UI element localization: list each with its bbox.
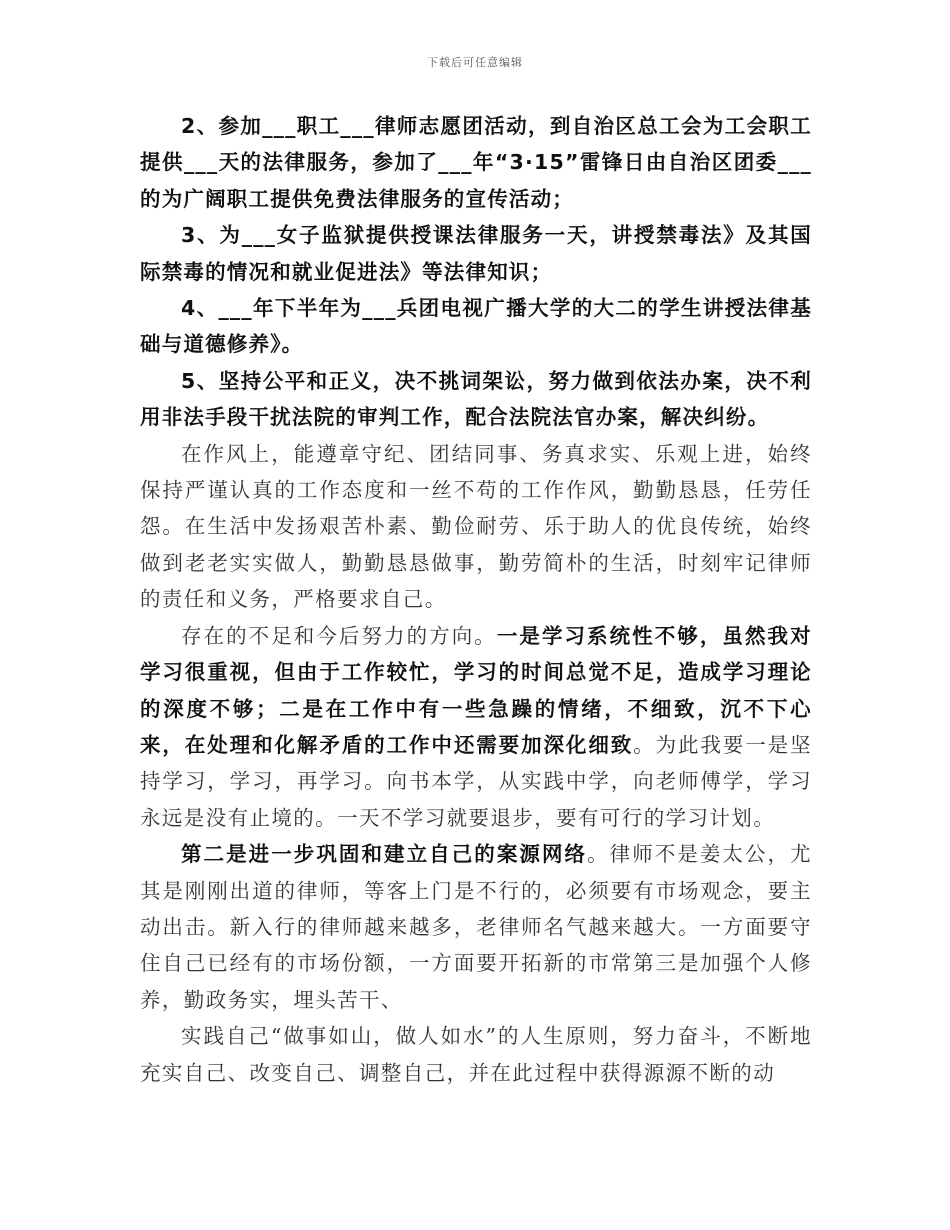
document-body <box>140 108 812 1091</box>
work-style-paragraph: 在作风上，能遵章守纪、团结同事、务真求实、乐观上进，始终保持严谨认真的工作态度和一丝不苟的工作作风，勤勤恳恳，任劳任怨。在生活中发扬艰苦朴素、勤俭耐劳、乐于助人的优良传统，始终做到老老实实做人，勤勤恳恳做事，勤劳简朴的生活，时刻牢记律师的责任和义务，严格要求自己。 <box>140 441 812 612</box>
item-4-paragraph: 4、___年下半年为___兵团电视广播大学的大二的学生讲授法律基础与道德修养》。 <box>140 296 812 357</box>
shortcomings-paragraph <box>140 618 812 836</box>
page-header: 下载后可任意编辑 <box>427 56 523 69</box>
shortcomings-tail: 。为此我要一是坚持学习，学习，再学习。向书本学，从实践中学，向老师傅学，学习永远是没有止境的。一天不学习就要退步，要有可行的学习计划。 <box>140 732 812 830</box>
shortcomings-lead: 存在的不足和今后努力的方向。 <box>181 623 497 648</box>
case-network-paragraph <box>140 836 812 1018</box>
case-network-emphasis: 第二是进一步巩固和建立自己的案源网络 <box>181 842 588 867</box>
shortcomings-emphasis: 一是学习系统性不够，虽然我对学习很重视，但由于工作较忙，学习的时间总觉不足，造成学习理论的深度不够；二是在工作中有一些急躁的情绪，不细致，沉不下心来，在处理和化解矛盾的工作中还需要加深化细致 <box>140 623 812 757</box>
item-5-paragraph: 5、坚持公平和正义，决不挑词架讼，努力做到依法办案，决不利用非法手段干扰法院的审判工作，配合法院法官办案，解决纠纷。 <box>140 368 812 430</box>
case-network-tail: 。律师不是姜太公，尤其是刚刚出道的律师，等客上门是不行的，必须要有市场观念，要主动出击。新入行的律师越来越多，老律师名气越来越大。一方面要守住自己已经有的市场份额，一方面要开拓新的市常第三是加强个人修养，勤政务实，埋头苦干、 <box>140 842 813 1012</box>
principle-paragraph: 实践自己“做事如山，做人如水”的人生原则，努力奋斗，不断地充实自己、改变自己、调整自己，并在此过程中获得源源不断的动 <box>140 1024 812 1085</box>
item-2-paragraph: 2、参加___职工___律师志愿团活动，到自治区总工会为工会职工提供___天的法律服务，参加了___年“3·15”雷锋日由自治区团委___的为广阔职工提供免费法律服务的宣传活动； <box>140 114 812 211</box>
item-3-paragraph: 3、为___女子监狱提供授课法律服务一天，讲授禁毒法》及其国际禁毒的情况和就业促进法》等法律知识； <box>140 223 812 284</box>
